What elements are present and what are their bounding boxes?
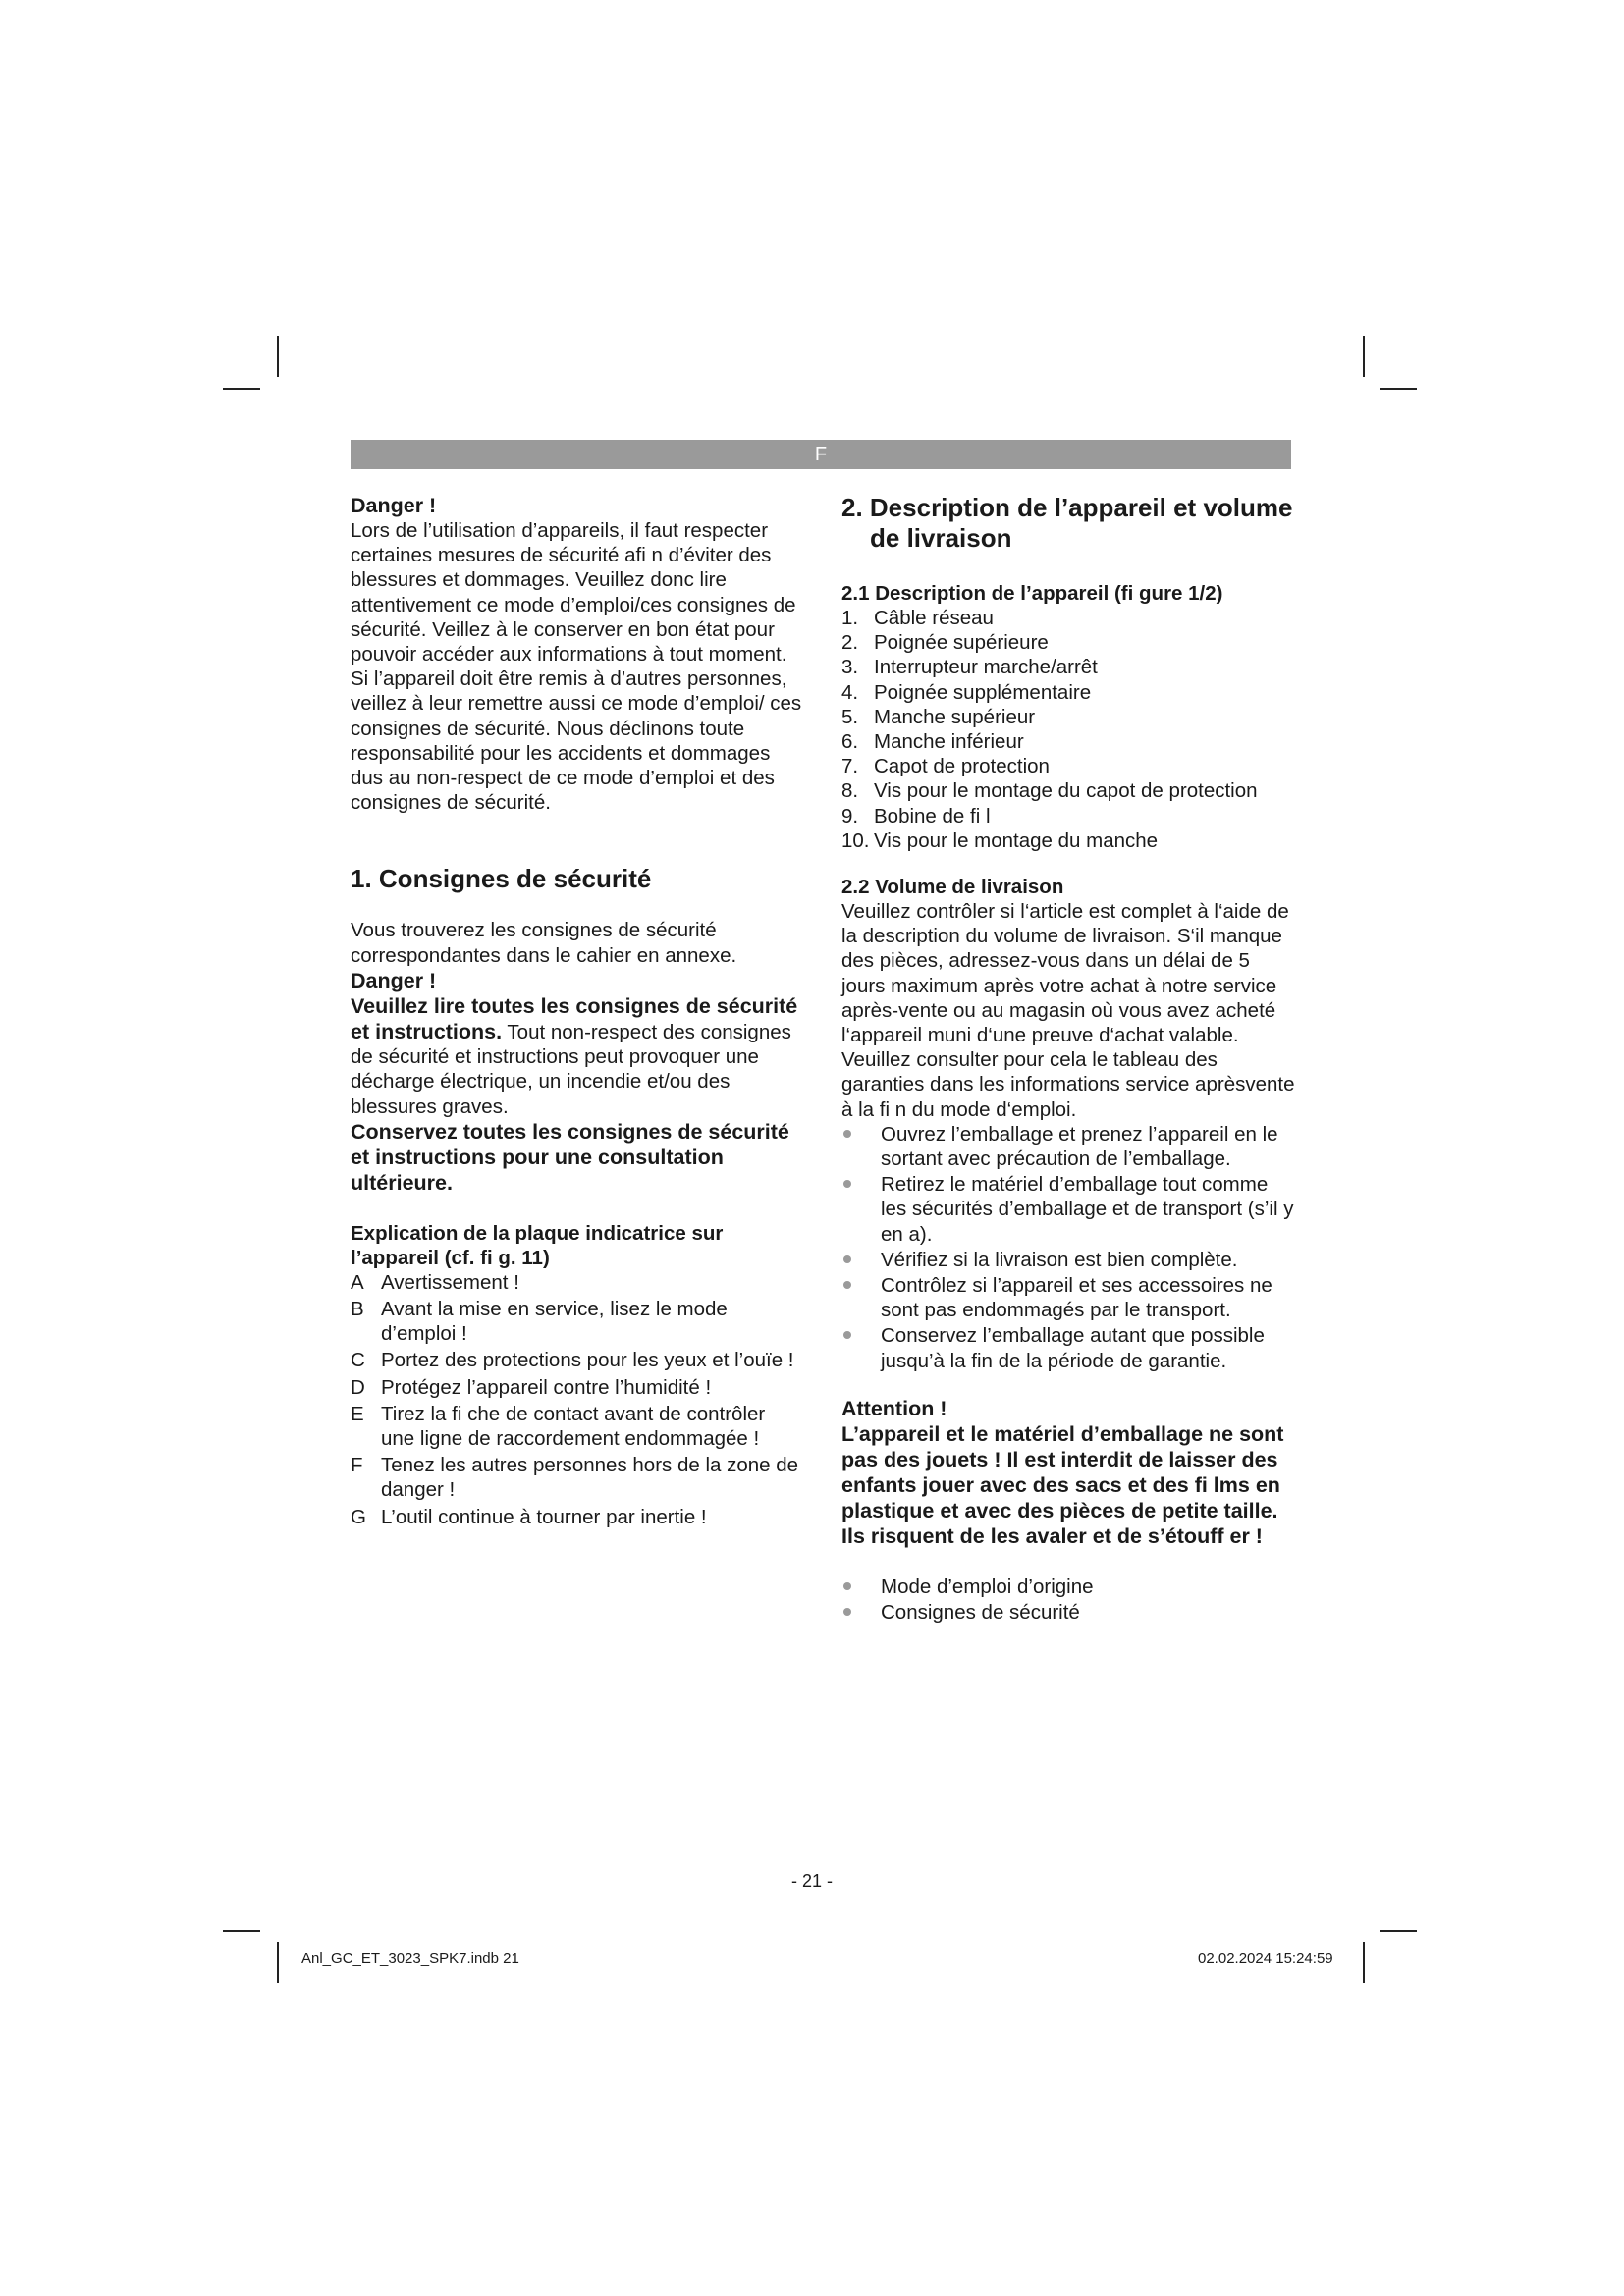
item-text: Ouvrez l’emballage et prenez l’appareil en le sortant avec précaution de l’emballage. [881,1122,1278,1171]
section1-text: Vous trouverez les consignes de sécurité correspondantes dans le cahier en annexe. [351,919,737,967]
section-letter: F [814,444,828,465]
unpacking-steps [841,1122,1296,1373]
item-number: 4. [841,680,859,704]
list-item [841,778,1296,803]
section2-title: 2. Description de l’appareil et volume de livraison [841,493,1293,553]
crop-mark [1380,388,1417,390]
crop-mark [277,336,279,377]
item-text: Consignes de sécurité [881,1601,1080,1625]
section1-title: 1. Consignes de sécurité [351,864,652,894]
list-item [841,1273,1296,1322]
bullet-icon [843,1608,851,1616]
list-item [841,754,1296,778]
crop-mark [1363,336,1365,377]
item-number: 5. [841,705,859,728]
crop-mark [277,1942,279,1983]
item-text: Conservez l’emballage autant que possible jusqu’à la fin de la période de garantie. [881,1324,1265,1372]
right-column [841,493,1296,1626]
item-text: Bobine de fi l [874,804,991,828]
list-item [841,1600,1296,1625]
language-header-bar [351,440,1291,469]
item-text: Avant la mise en service, lisez le mode d’emploi ! [381,1298,728,1346]
item-letter: A [351,1270,364,1294]
list-item [841,1122,1296,1171]
list-item [841,1575,1296,1599]
page-number: - 21 - [790,1871,833,1891]
item-letter: G [351,1505,366,1528]
item-text: Vérifiez si la livraison est bien complète. [881,1248,1238,1271]
list-item [351,1270,802,1295]
crop-mark [1363,1942,1365,1983]
item-number: 1. [841,607,859,629]
list-item [841,804,1296,828]
item-text: Portez des protections pour les yeux et l’ouïe ! [381,1349,794,1372]
list-item [841,1323,1296,1372]
bullet-icon [843,1180,851,1188]
intro-text: Lors de l’utilisation d’appareils, il faut respecter certaines mesures de sécurité afi n d’éviter des blessures et dommages. Veuillez donc lire attentivement ce mode d’emploi/ces consignes de sécurité. Veillez à le conserver en bon état pour pouvoir accéder aux informations à tout moment. Si l’appareil doit être remis à d’autres personnes, veillez à leur remettre aussi ce mode d’emploi/ ces consignes de sécurité. Nous déclinons toute responsabilité pour les accidents et dommages dus au non-respect de ce mode d’emploi et des consignes de sécurité. [351,519,802,815]
item-number: 2. [841,631,859,655]
parts-list [841,606,1296,853]
list-item [841,1248,1296,1272]
crop-mark [223,388,260,390]
item-text: Vis pour le montage du capot de protection [874,779,1258,803]
item-letter: C [351,1349,365,1372]
intro-danger-heading: Danger ! [351,494,437,517]
list-item [351,1402,802,1451]
crop-mark [223,1930,260,1932]
list-item [841,630,1296,655]
item-letter: E [351,1402,364,1425]
list-item [841,828,1296,853]
item-text: Tenez les autres personnes hors de la zone de danger ! [381,1454,799,1502]
list-item [841,655,1296,679]
list-item [841,1172,1296,1247]
plate-list [351,1270,802,1529]
danger2-paragraph [351,993,802,1119]
attention-heading: Attention ! [841,1396,947,1420]
list-item [841,729,1296,754]
file-info: Anl_GC_ET_3023_SPK7.indb 21 [301,1950,519,1967]
list-item [841,606,1296,630]
item-text: Mode d’emploi d’origine [881,1575,1094,1598]
bullet-icon [843,1281,851,1289]
bullet-icon [843,1255,851,1263]
item-text: Poignée supérieure [874,631,1049,655]
item-text: Manche inférieur [874,730,1024,754]
danger2-text: Tout non-respect des consignes de sécurité et instructions peut provoquer une décharge électrique, un incendie et/ou des blessures graves. [351,1021,791,1118]
bullet-icon [843,1331,851,1339]
item-number: 8. [841,779,859,803]
item-text: L’outil continue à tourner par inertie ! [381,1505,707,1528]
list-item [841,680,1296,705]
sub21-title: 2.1 Description de l’appareil (fi gure 1/2) [841,582,1223,605]
item-text: Contrôlez si l’appareil et ses accessoires ne sont pas endommagés par le transport. [881,1274,1272,1322]
delivery-contents [841,1575,1296,1625]
item-text: Capot de protection [874,755,1050,778]
item-text: Avertissement ! [381,1270,519,1294]
list-item [351,1453,802,1502]
item-letter: D [351,1375,365,1399]
item-number: 3. [841,656,859,679]
left-column [351,493,802,1531]
item-letter: F [351,1454,363,1477]
list-item [841,705,1296,729]
item-number: 10. [841,828,870,852]
danger2-heading: Danger ! [351,968,437,992]
list-item [351,1375,802,1400]
plate-heading: Explication de la plaque indicatrice sur l’appareil (cf. fi g. 11) [351,1221,724,1269]
sub22-title: 2.2 Volume de livraison [841,876,1064,899]
print-timestamp: 02.02.2024 15:24:59 [1198,1950,1333,1967]
item-text: Protégez l’appareil contre l’humidité ! [381,1375,712,1399]
item-text: Retirez le matériel d’emballage tout comme les sécurités d’emballage et de transport (s’il y en a). [881,1173,1294,1246]
item-text: Câble réseau [874,607,994,629]
sub22-text: Veuillez contrôler si l‘article est complet à l‘aide de la description du volume de livraison. S‘il manque des pièces, adressez-vous dans un délai de 5 jours maximum après votre achat à notre service après-vente ou au magasin où vous avez acheté l‘appareil muni d‘une preuve d‘achat valable. Veuillez consulter pour cela le tableau des garanties dans les informations service aprèsvente à la fi n du mode d‘emploi. [841,900,1295,1121]
crop-mark [1380,1930,1417,1932]
list-item [351,1348,802,1372]
danger2-bold: Veuillez lire toutes les consignes de sécurité et instructions. [351,993,798,1044]
item-text: Tirez la fi che de contact avant de contrôler une ligne de raccordement endommagée ! [381,1402,766,1451]
keep-instructions: Conservez toutes les consignes de sécurité et instructions pour une consultation ultérieure. [351,1119,789,1195]
item-letter: B [351,1298,364,1321]
bullet-icon [843,1582,851,1590]
attention-text: L’appareil et le matériel d’emballage ne sont pas des jouets ! Il est interdit de laisser des enfants jouer avec des sacs et des fi lms en plastique et avec des pièces de petite taille. Ils risquent de les avaler et de s’étouff er ! [841,1421,1284,1548]
list-item [351,1505,802,1529]
item-text: Vis pour le montage du manche [874,828,1159,852]
item-text: Interrupteur marche/arrêt [874,656,1098,679]
list-item [351,1297,802,1346]
bullet-icon [843,1130,851,1138]
item-number: 6. [841,730,859,754]
item-number: 7. [841,755,859,778]
item-number: 9. [841,804,859,828]
item-text: Manche supérieur [874,705,1036,728]
item-text: Poignée supplémentaire [874,680,1092,704]
